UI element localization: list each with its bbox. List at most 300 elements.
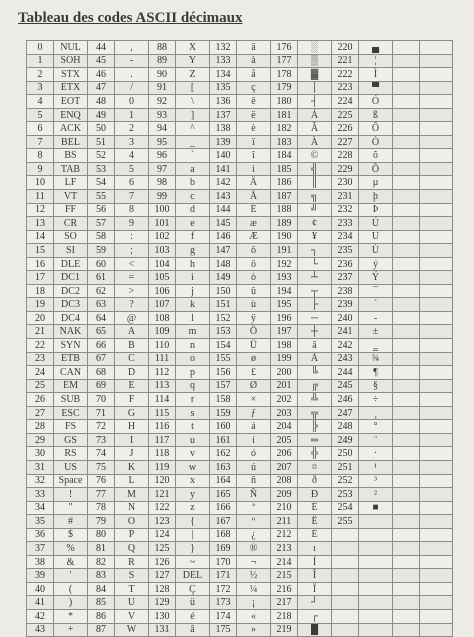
char-cell	[359, 582, 393, 596]
code-cell: 113	[149, 379, 176, 393]
char-cell: f	[176, 230, 210, 244]
code-cell: 10	[27, 176, 54, 190]
ascii-table-body	[27, 41, 453, 637]
table-row	[27, 41, 453, 55]
code-cell	[393, 244, 420, 258]
char-cell: │	[298, 81, 332, 95]
table-row	[27, 162, 453, 176]
char-cell: 9	[115, 217, 149, 231]
code-cell: 17	[27, 271, 54, 285]
code-cell: 136	[210, 95, 237, 109]
code-cell: 77	[88, 488, 115, 502]
code-cell: 208	[271, 474, 298, 488]
table-row	[27, 447, 453, 461]
code-cell: 143	[210, 190, 237, 204]
char-cell: Ô	[359, 122, 393, 136]
code-cell: 118	[149, 447, 176, 461]
char-cell: µ	[359, 176, 393, 190]
char-cell: %	[54, 542, 88, 556]
code-cell: 152	[210, 311, 237, 325]
char-cell: [	[176, 81, 210, 95]
code-cell: 226	[332, 122, 359, 136]
table-row	[27, 135, 453, 149]
code-cell: 239	[332, 298, 359, 312]
code-cell	[393, 339, 420, 353]
char-cell: ¶	[359, 366, 393, 380]
char-cell: ┼	[298, 325, 332, 339]
char-cell: ETB	[54, 352, 88, 366]
code-cell: 88	[149, 41, 176, 55]
code-cell: 8	[27, 149, 54, 163]
code-cell: 138	[210, 122, 237, 136]
code-cell: 112	[149, 366, 176, 380]
code-cell: 220	[332, 41, 359, 55]
table-row	[27, 217, 453, 231]
code-cell: 93	[149, 108, 176, 122]
char-cell: Þ	[359, 203, 393, 217]
code-cell: 98	[149, 176, 176, 190]
char-cell: ├	[298, 298, 332, 312]
char-cell: 1	[115, 108, 149, 122]
char-cell: ╬	[298, 447, 332, 461]
char-cell: É	[237, 203, 271, 217]
char-cell	[420, 393, 453, 407]
char-cell: Õ	[359, 162, 393, 176]
code-cell: 154	[210, 339, 237, 353]
char-cell: ¾	[359, 352, 393, 366]
code-cell	[393, 311, 420, 325]
char-cell	[420, 41, 453, 55]
code-cell: 196	[271, 311, 298, 325]
table-row	[27, 176, 453, 190]
char-cell: ~	[176, 555, 210, 569]
char-cell: m	[176, 325, 210, 339]
code-cell: 124	[149, 528, 176, 542]
char-cell	[359, 555, 393, 569]
char-cell: U	[115, 596, 149, 610]
table-row	[27, 379, 453, 393]
code-cell: 71	[88, 406, 115, 420]
char-cell: ENQ	[54, 108, 88, 122]
code-cell	[332, 569, 359, 583]
char-cell: ñ	[237, 474, 271, 488]
code-cell	[393, 515, 420, 529]
code-cell: 242	[332, 339, 359, 353]
char-cell: õ	[359, 149, 393, 163]
code-cell: 108	[149, 311, 176, 325]
char-cell	[420, 474, 453, 488]
char-cell: n	[176, 339, 210, 353]
char-cell: DEL	[176, 569, 210, 583]
code-cell	[393, 284, 420, 298]
char-cell: V	[115, 609, 149, 623]
char-cell: í	[237, 433, 271, 447]
char-cell: Ø	[237, 379, 271, 393]
code-cell: 97	[149, 162, 176, 176]
char-cell: RS	[54, 447, 88, 461]
code-cell: 234	[332, 230, 359, 244]
code-cell: 238	[332, 284, 359, 298]
code-cell: 62	[88, 284, 115, 298]
char-cell: æ	[237, 217, 271, 231]
char-cell: @	[115, 311, 149, 325]
char-cell: þ	[359, 190, 393, 204]
char-cell: d	[176, 203, 210, 217]
code-cell: 36	[27, 528, 54, 542]
char-cell: Ñ	[237, 488, 271, 502]
code-cell: 203	[271, 406, 298, 420]
char-cell	[420, 108, 453, 122]
char-cell: '	[54, 569, 88, 583]
char-cell: └	[298, 257, 332, 271]
code-cell: 190	[271, 230, 298, 244]
char-cell: ½	[237, 569, 271, 583]
code-cell: 48	[88, 95, 115, 109]
code-cell: 59	[88, 244, 115, 258]
code-cell	[393, 81, 420, 95]
char-cell	[420, 596, 453, 610]
code-cell: 28	[27, 420, 54, 434]
code-cell: 148	[210, 257, 237, 271]
code-cell: 19	[27, 298, 54, 312]
code-cell: 134	[210, 68, 237, 82]
char-cell: o	[176, 352, 210, 366]
char-cell: 8	[115, 203, 149, 217]
char-cell: ¬	[237, 555, 271, 569]
code-cell: 214	[271, 555, 298, 569]
char-cell: K	[115, 460, 149, 474]
char-cell: .	[115, 68, 149, 82]
char-cell: I	[115, 433, 149, 447]
char-cell: ;	[115, 244, 149, 258]
code-cell: 11	[27, 190, 54, 204]
char-cell: LF	[54, 176, 88, 190]
code-cell: 180	[271, 95, 298, 109]
code-cell: 103	[149, 244, 176, 258]
code-cell: 91	[149, 81, 176, 95]
char-cell: /	[115, 81, 149, 95]
char-cell: -	[115, 54, 149, 68]
code-cell: 7	[27, 135, 54, 149]
code-cell	[393, 95, 420, 109]
char-cell	[359, 623, 393, 637]
char-cell: ®	[237, 542, 271, 556]
table-row	[27, 284, 453, 298]
code-cell: 89	[149, 54, 176, 68]
code-cell: 24	[27, 366, 54, 380]
code-cell: 222	[332, 68, 359, 82]
table-row	[27, 542, 453, 556]
char-cell	[420, 488, 453, 502]
table-row	[27, 569, 453, 583]
table-row	[27, 433, 453, 447]
code-cell: 182	[271, 122, 298, 136]
code-cell	[393, 582, 420, 596]
code-cell	[393, 68, 420, 82]
char-cell: +	[54, 623, 88, 637]
char-cell: TAB	[54, 162, 88, 176]
code-cell: 115	[149, 406, 176, 420]
code-cell: 151	[210, 298, 237, 312]
code-cell	[393, 623, 420, 637]
char-cell: ô	[237, 244, 271, 258]
code-cell: 141	[210, 162, 237, 176]
char-cell: ░	[298, 41, 332, 55]
code-cell: 35	[27, 515, 54, 529]
char-cell: M	[115, 488, 149, 502]
code-cell: 70	[88, 393, 115, 407]
char-cell: ý	[359, 257, 393, 271]
char-cell: ─	[298, 311, 332, 325]
table-row	[27, 325, 453, 339]
code-cell: 107	[149, 298, 176, 312]
char-cell: ª	[237, 501, 271, 515]
char-cell	[420, 135, 453, 149]
char-cell: x	[176, 474, 210, 488]
char-cell: ³	[359, 474, 393, 488]
char-cell	[420, 122, 453, 136]
table-row	[27, 244, 453, 258]
code-cell: 250	[332, 447, 359, 461]
code-cell: 12	[27, 203, 54, 217]
code-cell: 223	[332, 81, 359, 95]
char-cell: ╣	[298, 162, 332, 176]
char-cell	[420, 582, 453, 596]
code-cell: 253	[332, 488, 359, 502]
char-cell	[420, 447, 453, 461]
char-cell: Space	[54, 474, 88, 488]
table-row	[27, 339, 453, 353]
char-cell: "	[54, 501, 88, 515]
char-cell: >	[115, 284, 149, 298]
table-row	[27, 366, 453, 380]
code-cell: 100	[149, 203, 176, 217]
code-cell: 213	[271, 542, 298, 556]
char-cell: Ç	[176, 582, 210, 596]
code-cell: 169	[210, 542, 237, 556]
char-cell: }	[176, 542, 210, 556]
code-cell	[393, 271, 420, 285]
char-cell: P	[115, 528, 149, 542]
char-cell: j	[176, 284, 210, 298]
code-cell: 237	[332, 271, 359, 285]
char-cell	[420, 609, 453, 623]
code-cell: 205	[271, 433, 298, 447]
char-cell: ø	[237, 352, 271, 366]
code-cell: 111	[149, 352, 176, 366]
code-cell: 191	[271, 244, 298, 258]
char-cell: ▀	[359, 81, 393, 95]
code-cell: 82	[88, 555, 115, 569]
code-cell: 228	[332, 149, 359, 163]
code-cell	[393, 257, 420, 271]
char-cell: NUL	[54, 41, 88, 55]
char-cell: s	[176, 406, 210, 420]
code-cell	[393, 108, 420, 122]
code-cell: 252	[332, 474, 359, 488]
char-cell: Y	[176, 54, 210, 68]
code-cell: 231	[332, 190, 359, 204]
code-cell: 78	[88, 501, 115, 515]
code-cell: 129	[149, 596, 176, 610]
table-row	[27, 501, 453, 515]
code-cell: 249	[332, 433, 359, 447]
char-cell: ¦	[359, 54, 393, 68]
code-cell: 55	[88, 190, 115, 204]
char-cell: è	[237, 122, 271, 136]
char-cell: (	[54, 582, 88, 596]
char-cell: C	[115, 352, 149, 366]
char-cell: ê	[237, 95, 271, 109]
code-cell	[393, 230, 420, 244]
code-cell: 230	[332, 176, 359, 190]
code-cell: 127	[149, 569, 176, 583]
code-cell: 168	[210, 528, 237, 542]
char-cell	[420, 501, 453, 515]
code-cell	[393, 420, 420, 434]
char-cell: u	[176, 433, 210, 447]
code-cell: 79	[88, 515, 115, 529]
code-cell: 15	[27, 244, 54, 258]
char-cell: -	[359, 311, 393, 325]
char-cell	[359, 596, 393, 610]
char-cell: L	[115, 474, 149, 488]
code-cell: 130	[149, 609, 176, 623]
char-cell: ‗	[359, 339, 393, 353]
char-cell	[420, 379, 453, 393]
code-cell: 185	[271, 162, 298, 176]
char-cell: ²	[359, 488, 393, 502]
char-cell	[420, 406, 453, 420]
code-cell: 171	[210, 569, 237, 583]
code-cell: 117	[149, 433, 176, 447]
code-cell: 198	[271, 339, 298, 353]
char-cell	[420, 352, 453, 366]
code-cell: 241	[332, 325, 359, 339]
code-cell: 165	[210, 488, 237, 502]
char-cell: »	[237, 623, 271, 637]
char-cell: ╠	[298, 420, 332, 434]
code-cell: 156	[210, 366, 237, 380]
code-cell	[393, 501, 420, 515]
table-row	[27, 488, 453, 502]
table-row	[27, 95, 453, 109]
code-cell: 188	[271, 203, 298, 217]
code-cell: 139	[210, 135, 237, 149]
code-cell: 122	[149, 501, 176, 515]
code-cell: 73	[88, 433, 115, 447]
char-cell: û	[237, 284, 271, 298]
code-cell: 37	[27, 542, 54, 556]
table-row	[27, 311, 453, 325]
code-cell: 221	[332, 54, 359, 68]
code-cell: 135	[210, 81, 237, 95]
char-cell: W	[115, 623, 149, 637]
code-cell: 14	[27, 230, 54, 244]
code-cell	[393, 379, 420, 393]
char-cell	[420, 325, 453, 339]
code-cell: 53	[88, 162, 115, 176]
code-cell	[393, 41, 420, 55]
code-cell	[393, 298, 420, 312]
code-cell: 121	[149, 488, 176, 502]
code-cell: 235	[332, 244, 359, 258]
table-row	[27, 81, 453, 95]
char-cell: b	[176, 176, 210, 190]
char-cell: Å	[237, 190, 271, 204]
char-cell: ú	[237, 460, 271, 474]
code-cell: 126	[149, 555, 176, 569]
char-cell: Z	[176, 68, 210, 82]
code-cell	[393, 122, 420, 136]
char-cell: :	[115, 230, 149, 244]
char-cell: Î	[298, 569, 332, 583]
code-cell: 101	[149, 217, 176, 231]
code-cell: 67	[88, 352, 115, 366]
code-cell: 116	[149, 420, 176, 434]
char-cell: a	[176, 162, 210, 176]
code-cell	[393, 352, 420, 366]
char-cell: q	[176, 379, 210, 393]
char-cell: \	[176, 95, 210, 109]
char-cell: SI	[54, 244, 88, 258]
code-cell: 60	[88, 257, 115, 271]
char-cell	[420, 244, 453, 258]
char-cell: 3	[115, 135, 149, 149]
char-cell: VT	[54, 190, 88, 204]
char-cell: ┬	[298, 284, 332, 298]
code-cell: 125	[149, 542, 176, 556]
char-cell: ß	[359, 108, 393, 122]
char-cell: ■	[359, 501, 393, 515]
code-cell: 66	[88, 339, 115, 353]
code-cell: 54	[88, 176, 115, 190]
char-cell: ì	[237, 162, 271, 176]
char-cell: NAK	[54, 325, 88, 339]
char-cell: 2	[115, 122, 149, 136]
code-cell: 192	[271, 257, 298, 271]
char-cell: °	[359, 420, 393, 434]
code-cell: 211	[271, 515, 298, 529]
char-cell: `	[176, 149, 210, 163]
char-cell: ¸	[359, 406, 393, 420]
char-cell: 0	[115, 95, 149, 109]
char-cell: 5	[115, 162, 149, 176]
char-cell: BEL	[54, 135, 88, 149]
code-cell: 144	[210, 203, 237, 217]
code-cell: 21	[27, 325, 54, 339]
char-cell: ò	[237, 271, 271, 285]
table-row	[27, 460, 453, 474]
char-cell: ƒ	[237, 406, 271, 420]
code-cell: 44	[88, 41, 115, 55]
code-cell: 200	[271, 366, 298, 380]
char-cell: J	[115, 447, 149, 461]
code-cell	[393, 54, 420, 68]
ascii-table	[26, 40, 453, 637]
char-cell: Ï	[298, 582, 332, 596]
code-cell: 57	[88, 217, 115, 231]
char-cell	[420, 162, 453, 176]
table-row	[27, 230, 453, 244]
code-cell: 85	[88, 596, 115, 610]
char-cell: Û	[359, 230, 393, 244]
code-cell	[332, 542, 359, 556]
code-cell: 173	[210, 596, 237, 610]
code-cell: 18	[27, 284, 54, 298]
char-cell: ©	[298, 149, 332, 163]
char-cell: T	[115, 582, 149, 596]
